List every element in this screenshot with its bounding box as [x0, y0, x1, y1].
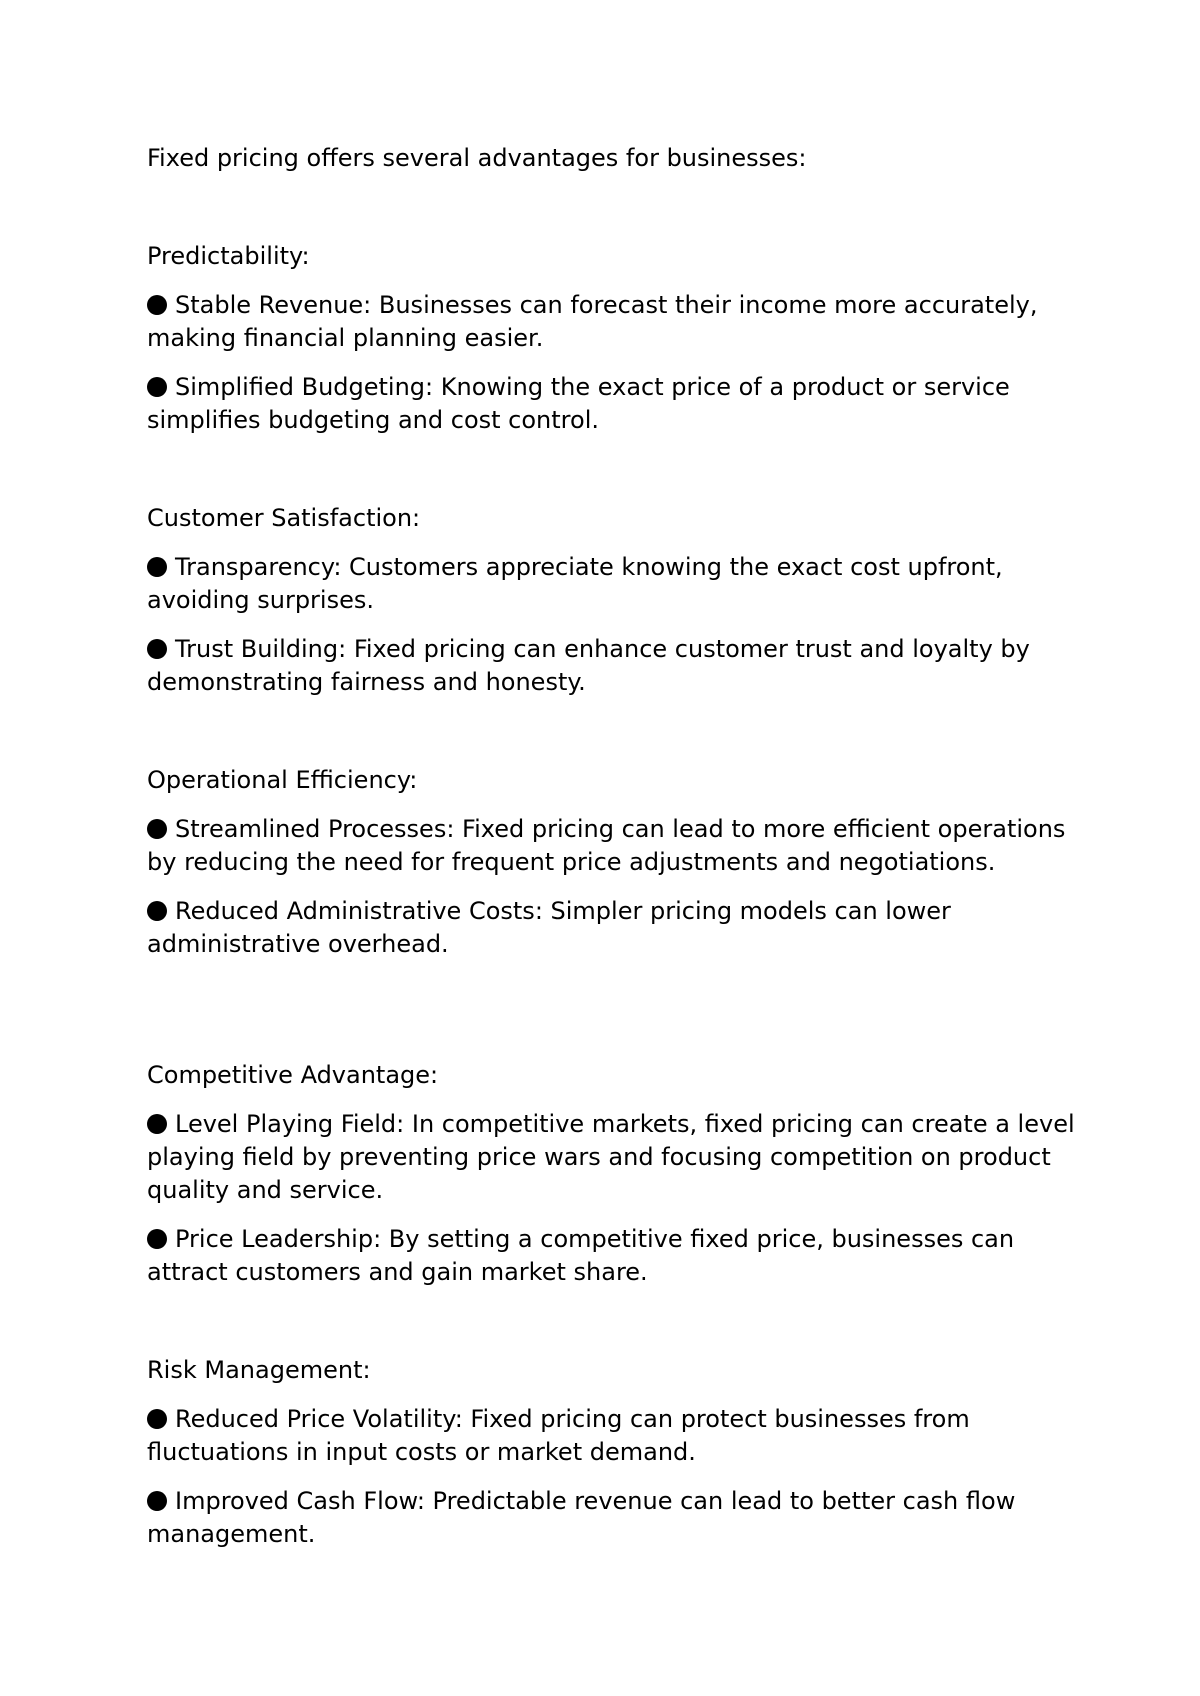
- section-heading: Predictability:: [147, 242, 310, 270]
- list-item: [147, 1403, 1087, 1469]
- list-item-text: Transparency: Customers appreciate knowing the exact cost upfront, avoiding surprises.: [147, 553, 1003, 614]
- section-predictability: [147, 240, 1087, 437]
- section-competitive-advantage: [147, 1059, 1087, 1289]
- bullet-icon: [147, 557, 167, 577]
- list-item: [147, 895, 1087, 961]
- list-item: [147, 633, 1087, 699]
- bullet-icon: [147, 901, 167, 921]
- bullet-icon: [147, 1409, 167, 1429]
- list-item-text: Price Leadership: By setting a competitive fixed price, businesses can attract customers and gain market share.: [147, 1225, 1015, 1286]
- bullet-icon: [147, 377, 167, 397]
- bullet-icon: [147, 819, 167, 839]
- list-item-text: Streamlined Processes: Fixed pricing can lead to more efficient operations by reducing the need for frequent price adjustments and negotiations.: [147, 815, 1066, 876]
- list-item-text: Stable Revenue: Businesses can forecast their income more accurately, making financial planning easier.: [147, 291, 1038, 352]
- list-item: [147, 1485, 1087, 1551]
- list-item: [147, 289, 1087, 355]
- section-heading: Competitive Advantage:: [147, 1061, 439, 1089]
- list-item: [147, 1223, 1087, 1289]
- section-customer-satisfaction: [147, 502, 1087, 699]
- bullet-icon: [147, 295, 167, 315]
- bullet-icon: [147, 1491, 167, 1511]
- list-item: [147, 1108, 1087, 1207]
- list-item-text: Simplified Budgeting: Knowing the exact price of a product or service simplifies budgeting and cost control.: [147, 373, 1010, 434]
- list-item: [147, 551, 1087, 617]
- section-operational-efficiency: [147, 764, 1087, 961]
- section-heading: Operational Efficiency:: [147, 766, 418, 794]
- intro-paragraph: Fixed pricing offers several advantages for businesses:: [147, 144, 807, 172]
- list-item: [147, 813, 1087, 879]
- bullet-icon: [147, 639, 167, 659]
- section-heading: Customer Satisfaction:: [147, 504, 421, 532]
- section-risk-management: [147, 1354, 1087, 1551]
- list-item-text: Level Playing Field: In competitive markets, fixed pricing can create a level playing field by preventing price wars and focusing competition on product quality and service.: [147, 1110, 1075, 1204]
- bullet-icon: [147, 1229, 167, 1249]
- list-item-text: Reduced Price Volatility: Fixed pricing can protect businesses from fluctuations in input costs or market demand.: [147, 1405, 970, 1466]
- section-heading: Risk Management:: [147, 1356, 371, 1384]
- list-item-text: Reduced Administrative Costs: Simpler pricing models can lower administrative overhead.: [147, 897, 951, 958]
- bullet-icon: [147, 1114, 167, 1134]
- list-item-text: Improved Cash Flow: Predictable revenue can lead to better cash flow management.: [147, 1487, 1016, 1548]
- list-item-text: Trust Building: Fixed pricing can enhance customer trust and loyalty by demonstrating fairness and honesty.: [147, 635, 1030, 696]
- list-item: [147, 371, 1087, 437]
